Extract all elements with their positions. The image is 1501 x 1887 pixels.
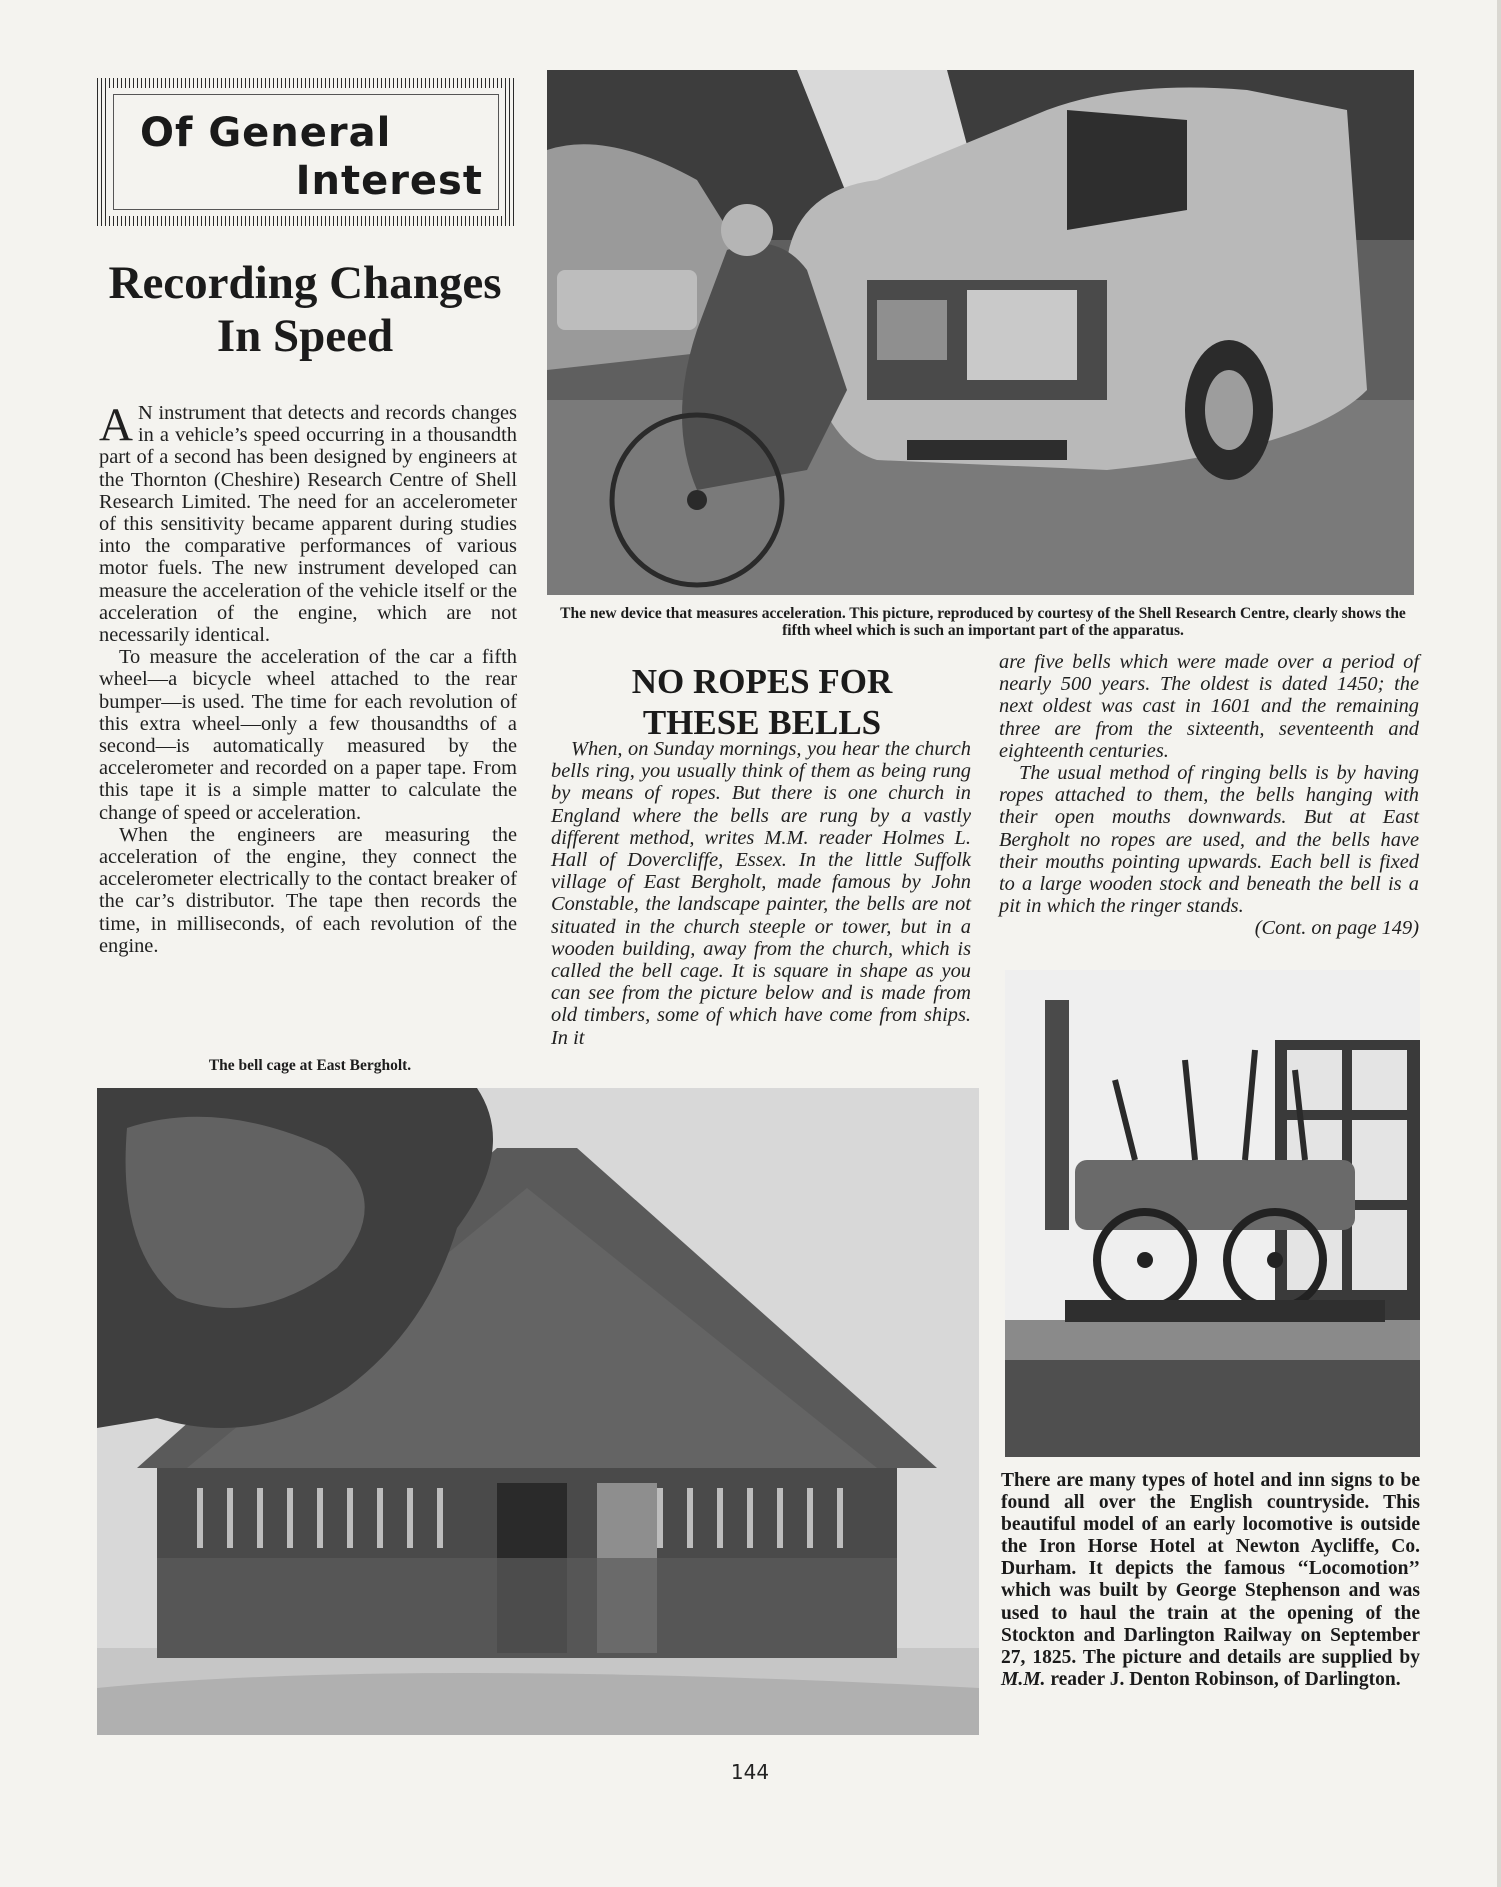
section-header-line1: Of General	[140, 110, 392, 156]
car-photo-caption: The new device that measures acceleration. This picture, reproduced by courtesy of the Shell Research Centre, clearly shows the fifth wheel which is such an important part of the apparatus.	[560, 605, 1406, 639]
article-bells-title	[552, 662, 972, 744]
locomotive-caption	[1001, 1470, 1420, 1691]
article-bells-title-line1: NO ROPES FOR	[631, 662, 893, 701]
locomotive-caption-em: M.M.	[1001, 1668, 1046, 1690]
article-bells-p3-text: The usual method of ringing bells is by having ropes attached to them, the bells hanging with their open mouths downwards. But at East Bergholt no ropes are used, and the bells have their mouths pointing upwards. Each bell is fixed to a large wooden stock and beneath the bell is a pit in which the ringer stands.	[999, 762, 1419, 918]
article-bells-paragraph-2: are five bells which were made over a period of nearly 500 years. The oldest is dated 1450; the next oldest was cast in 1601 and the remaining three are from the sixteenth, seventeenth and eighteenth centuries.	[999, 651, 1419, 762]
section-header-box	[97, 78, 515, 226]
continued-note: (Cont. on page 149)	[1254, 917, 1419, 940]
article-speed-p1-text: N instrument that detects and records changes in a vehicle’s speed occurring in a thousandth part of a second has been designed by engineers at the Thornton (Cheshire) Research Centre of Shell Research Limited. The need for an accelerometer of this sensitivity became apparent during studies into the comparative performances of various motor fuels. The new instrument developed can measure the acceleration of the vehicle itself or the acceleration of the engine, which are not necessarily identical.	[99, 402, 517, 647]
article-bells-column-2	[999, 651, 1419, 940]
article-bells-paragraph-1: When, on Sunday mornings, you hear the church bells ring, you usually think of them as being rung by means of ropes. But there is one church in England where the bells are rung by a vastly different method, writes M.M. reader Holmes L. Hall of Dovercliffe, Essex. In the little Suffolk village of East Bergholt, made famous by John Constable, the landscape painter, the bells are not situated in the church steeple or tower, but in a wooden building, away from the church, which is called the bell cage. It is square in shape as you can see from the picture below and is made from old timbers, some of which have come from ships. In it	[551, 738, 971, 1049]
article-bells-title-line2: THESE BELLS	[642, 702, 882, 742]
bell-cage-caption: The bell cage at East Bergholt.	[208, 1057, 412, 1074]
car-accelerometer-photo	[547, 70, 1414, 595]
article-speed-title-line1: Recording Changes	[108, 257, 502, 309]
drop-cap: A	[99, 399, 133, 451]
article-bells-column-1	[551, 738, 971, 1049]
page-number: 144	[730, 1760, 770, 1784]
section-header-line2: Interest	[295, 158, 483, 204]
locomotive-caption-text-1: There are many types of hotel and inn signs to be found all over the English countryside. This beautiful model of an early locomotive is outside the Iron Horse Hotel at Newton Aycliffe, Co. Durham. It depicts the famous ‘‘Locomotion’’ which was built by George Stephenson and was used to haul the train at the opening of the Stockton and Darlington Railway on September 27, 1825. The picture and details are supplied by	[1001, 1470, 1420, 1668]
article-speed-title	[95, 257, 515, 362]
bell-cage-photo	[97, 1088, 979, 1735]
page-edge	[1497, 0, 1501, 1887]
article-speed-title-line2: In Speed	[216, 309, 394, 362]
article-speed-body	[99, 399, 517, 957]
locomotive-caption-text-2: reader J. Denton Robinson, of Darlington.	[1045, 1668, 1401, 1690]
article-bells-paragraph-3	[999, 762, 1419, 940]
article-speed-paragraph-2: To measure the acceleration of the car a fifth wheel—a bicycle wheel attached to the rear bumper—is used. The time for each revolution of this extra wheel—only a few thousandths of a second—is automatically measured by the accelerometer and recorded on a paper tape. From this tape it is a simple matter to calculate the change of speed or acceleration.	[99, 646, 517, 824]
locomotive-model-photo	[1005, 970, 1420, 1457]
article-speed-paragraph-1	[99, 399, 517, 647]
article-speed-paragraph-3: When the engineers are measuring the acceleration of the engine, they connect the accelerometer electrically to the contact breaker of the car’s distributor. The tape then records the time, in milliseconds, of each revolution of the engine.	[99, 823, 517, 957]
